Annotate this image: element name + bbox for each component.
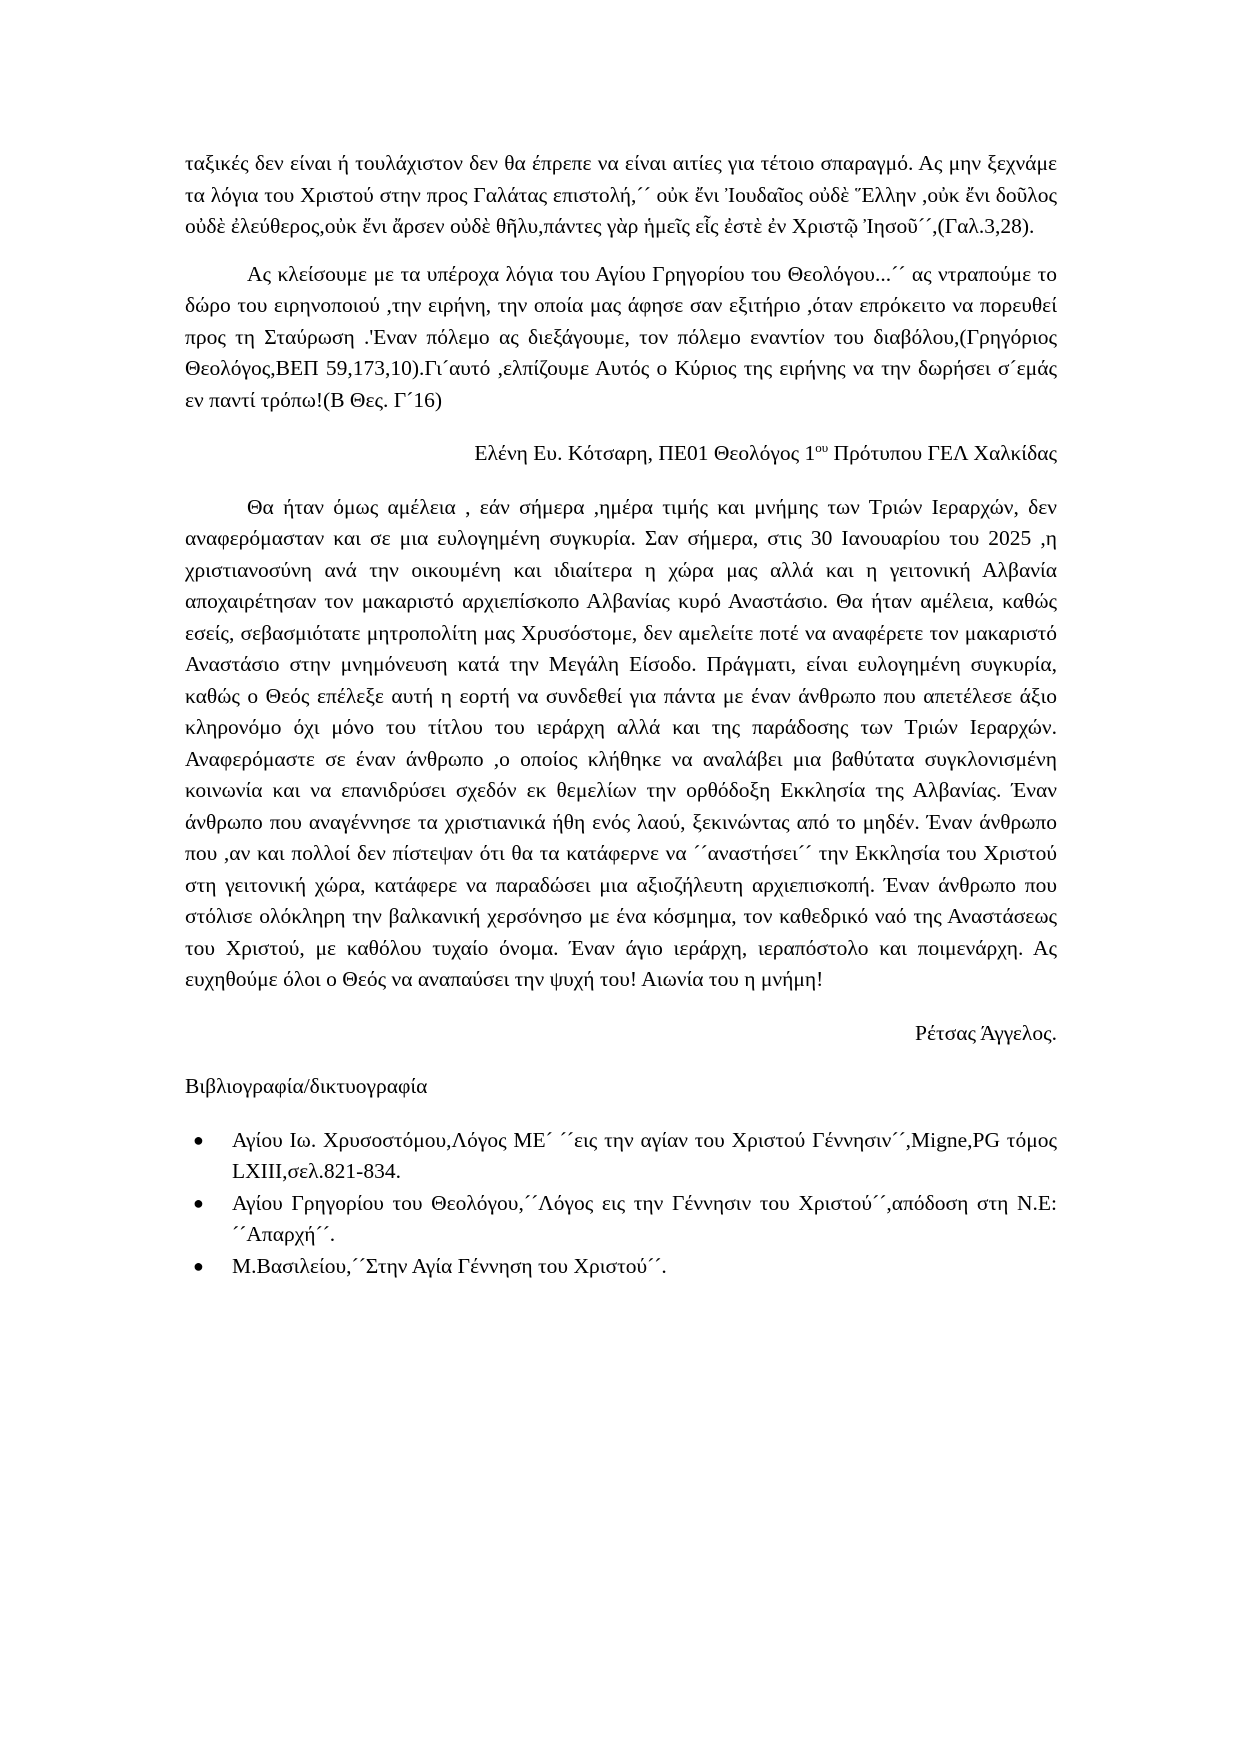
- bullet-icon: ●: [193, 1192, 204, 1213]
- signature-author-1: [185, 438, 1057, 470]
- bibliography-item-text: Αγίου Ιω. Χρυσοστόμου,Λόγος ΜΕ´ ´´εις την αγίαν του Χριστού Γέννησιν´´,Migne,PG τόμος LXIII,σελ.821-834.: [232, 1127, 1057, 1183]
- bibliography-item-text: Μ.Βασιλείου,´´Στην Αγία Γέννηση του Χριστού´´.: [232, 1253, 667, 1278]
- bibliography-item: [185, 1188, 1057, 1251]
- signature-author-1-name: Ελένη Ευ. Κότσαρη, ΠΕ01 Θεολόγος 1: [474, 441, 816, 465]
- document-page: [185, 148, 1057, 1282]
- bibliography-item: [185, 1125, 1057, 1188]
- signature-ordinal-superscript: ου: [815, 439, 829, 455]
- bullet-icon: ●: [193, 1129, 204, 1150]
- bibliography-item: [185, 1251, 1057, 1283]
- bibliography-title: Βιβλιογραφία/δικτυογραφία: [185, 1074, 428, 1098]
- paragraph-galatians-quote: ταξικές δεν είναι ή τουλάχιστον δεν θα έπρεπε να είναι αιτίες για τέτοιο σπαραγμό. Ας μην ξεχνάμε τα λόγια του Χριστού στην προς Γαλάτας επιστολή,´´ οὐκ ἔνι Ἰουδαῖος οὐδὲ Ἕλλην ,οὐκ ἔνι δοῦλος οὐδὲ ἐλεύθερος,οὐκ ἔνι ἄρσεν οὐδὲ θῆλυ,πάντες γὰρ ἡμεῖς εἷς ἐστὲ ἐν Χριστῷ Ἰησοῦ´´,(Γαλ.3,28).: [185, 151, 1057, 238]
- signature-author-2: Ρέτσας Άγγελος.: [915, 1020, 1057, 1045]
- bibliography-list: [185, 1125, 1057, 1283]
- paragraph-archbishop-anastasios: Θα ήταν όμως αμέλεια , εάν σήμερα ,ημέρα τιμής και μνήμης των Τριών Ιεραρχών, δεν αναφερόμασταν και σε μια ευλογημένη συγκυρία. Σαν σήμερα, στις 30 Ιανουαρίου του 2025 ,η χριστιανοσύνη ανά την οικουμένη και ιδιαίτερα η χώρα μας αλλά και η γειτονική Αλβανία αποχαιρέτησαν τον μακαριστό αρχιεπίσκοπο Αλβανίας κυρό Αναστάσιο. Θα ήταν αμέλεια, καθώς εσείς, σεβασμιότατε μητροπολίτη μας Χρυσόστομε, δεν αμελείτε ποτέ να αναφέρετε τον μακαριστό Αναστάσιο στην μνημόνευση κατά την Μεγάλη Είσοδο. Πράγματι, είναι ευλογημένη συγκυρία, καθώς ο Θεός επέλεξε αυτή η εορτή να συνδεθεί για πάντα με έναν άνθρωπο που απετέλεσε άξιο κληρονόμο όχι μόνο του τίτλου του ιεράρχη αλλά και της παράδοσης των Τριών Ιεραρχών. Αναφερόμαστε σε έναν άνθρωπο ,ο οποίος κλήθηκε να αναλάβει μια βαθύτατα συγκλονισμένη κοινωνία και να επανιδρύσει σχεδόν εκ θεμελίων την ορθόδοξη Εκκλησία της Αλβανίας. Έναν άνθρωπο που αναγέννησε τα χριστιανικά ήθη ενός λαού, ξεκινώντας από το μηδέν. Έναν άνθρωπο που ,αν και πολλοί δεν πίστεψαν ότι θα τα κατάφερνε να ´´αναστήσει´´ την Εκκλησία του Χριστού στη γειτονική χώρα, κατάφερε να παραδώσει μια αξιοζήλευτη αρχιεπισκοπή. Έναν άνθρωπο που στόλισε ολόκληρη την βαλκανική χερσόνησο με ένα κόσμημα, τον καθεδρικό ναό της Αναστάσεως του Χριστού, με καθόλου τυχαίο όνομα. Έναν άγιο ιεράρχη, ιεραπόστολο και ποιμενάρχη. Ας ευχηθούμε όλοι ο Θεός να αναπαύσει την ψυχή του! Αιωνία του η μνήμη!: [185, 494, 1057, 991]
- bullet-icon: ●: [193, 1255, 204, 1276]
- signature-author-1-school: Πρότυπου ΓΕΛ Χαλκίδας: [828, 441, 1057, 465]
- bibliography-item-text: Αγίου Γρηγορίου του Θεολόγου,´´Λόγος εις την Γέννησιν του Χριστού´´,απόδοση στη Ν.Ε:´´Απαρχή´´.: [232, 1190, 1057, 1246]
- paragraph-gregory-quote: Ας κλείσουμε με τα υπέροχα λόγια του Αγίου Γρηγορίου του Θεολόγου...´´ ας ντραπούμε το δώρο του ειρηνοποιού ,την ειρήνη, την οποία μας άφησε σαν εξιτήριο ,όταν επρόκειτο να πορευθεί προς τη Σταύρωση .'Εναν πόλεμο ας διεξάγουμε, τον πόλεμο εναντίον του διαβόλου,(Γρηγόριος Θεολόγος,ΒΕΠ 59,173,10).Γι´αυτό ,ελπίζουμε Αυτός ο Κύριος της ειρήνης να την δωρήσει σ´εμάς εν παντί τρόπω!(Β Θες. Γ´16): [185, 261, 1057, 412]
